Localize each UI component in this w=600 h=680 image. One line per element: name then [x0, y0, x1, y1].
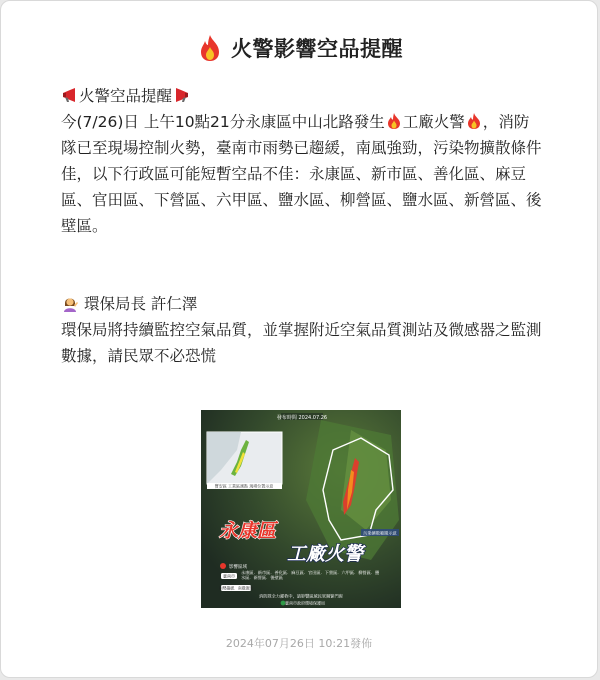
event-heading: 工廠火警: [287, 543, 364, 565]
district-heading: 永康區: [219, 520, 277, 542]
spacer: [61, 239, 543, 265]
fire-icon: [385, 112, 403, 130]
person-tipping-hand-icon: [61, 294, 79, 312]
area-tag: 臺南市: [223, 573, 235, 579]
fire-icon: [195, 33, 225, 63]
areas-list-container: [241, 570, 381, 586]
affected-tag: 影響區域: [229, 565, 247, 570]
fire-report-factory: 工廠火警: [402, 113, 465, 131]
spacer: [61, 265, 543, 291]
agency-name: 臺南市政府環境保護局: [285, 600, 325, 606]
date-label: 發布時間 2024.07.26: [276, 415, 328, 421]
fire-report-rest: 消防隊已至現場控制火勢，臺南市雨勢已趨緩，南風強勁，污染物擴散條件佳，以下行政區可能短暫空品不佳：永康區、新市區、善化區、麻豆區、官田區、下營區、六甲區、鹽水區、柳營區、鹽水區、新營區、後壁區。: [61, 113, 542, 235]
fire-report-prefix: 今(7/26)日 上午10點21分永康區中山北路發生: [61, 113, 385, 131]
infographic-graphic: [201, 410, 401, 608]
alert-header: 火警空品提醒: [79, 87, 173, 105]
message-body: [61, 83, 543, 369]
inset-caption: 寶安區 工業區測點 現場位置示意: [214, 483, 274, 489]
publish-timestamp: 2024年07月26日 10:21發佈: [225, 637, 373, 650]
page-title: 火警影響空品提醒: [231, 37, 403, 61]
areas-list: 永康區．新市區．善化區．麻豆區．官田區．下營區．六甲區．柳營區．鹽水區．新營區．後壁區: [241, 570, 380, 580]
speaker-line: [61, 291, 543, 317]
infographic-image[interactable]: [201, 410, 401, 608]
warning-dot-icon: [220, 563, 226, 569]
megaphone-icon: [61, 86, 79, 104]
fire-icon: [465, 112, 483, 130]
alert-header-line: [61, 83, 543, 109]
spread-label: 污染擴散範圍示意: [363, 530, 397, 536]
megaphone-icon: [172, 86, 190, 104]
title-row: [1, 33, 597, 63]
footer-note: 消防隊全力灌救中，請影響區域民眾關緊門窗: [259, 593, 343, 599]
weather-tag: 雨勢趨緩．南風強勁: [218, 585, 254, 591]
statement-paragraph: 環保局將持續監控空氣品質，並掌握附近空氣品質測站及微感器之監測數據，請民眾不必恐慌: [61, 321, 542, 365]
fire-report-paragraph: 今(7/26)日 上午10點21分永康區中山北路發生 工廠火警 ，消防隊已至現場控制火勢，臺南市雨勢已趨緩，南風強勁，污染物擴散條件佳，以下行政區可能短暫空品不佳：永康區、新市區、善化區、麻豆區、官田區、下營區、六甲區、鹽水區、柳營區、鹽水區、新營區、後壁區。: [61, 113, 542, 235]
speaker-name: 環保局長 許仁澤: [83, 295, 198, 313]
